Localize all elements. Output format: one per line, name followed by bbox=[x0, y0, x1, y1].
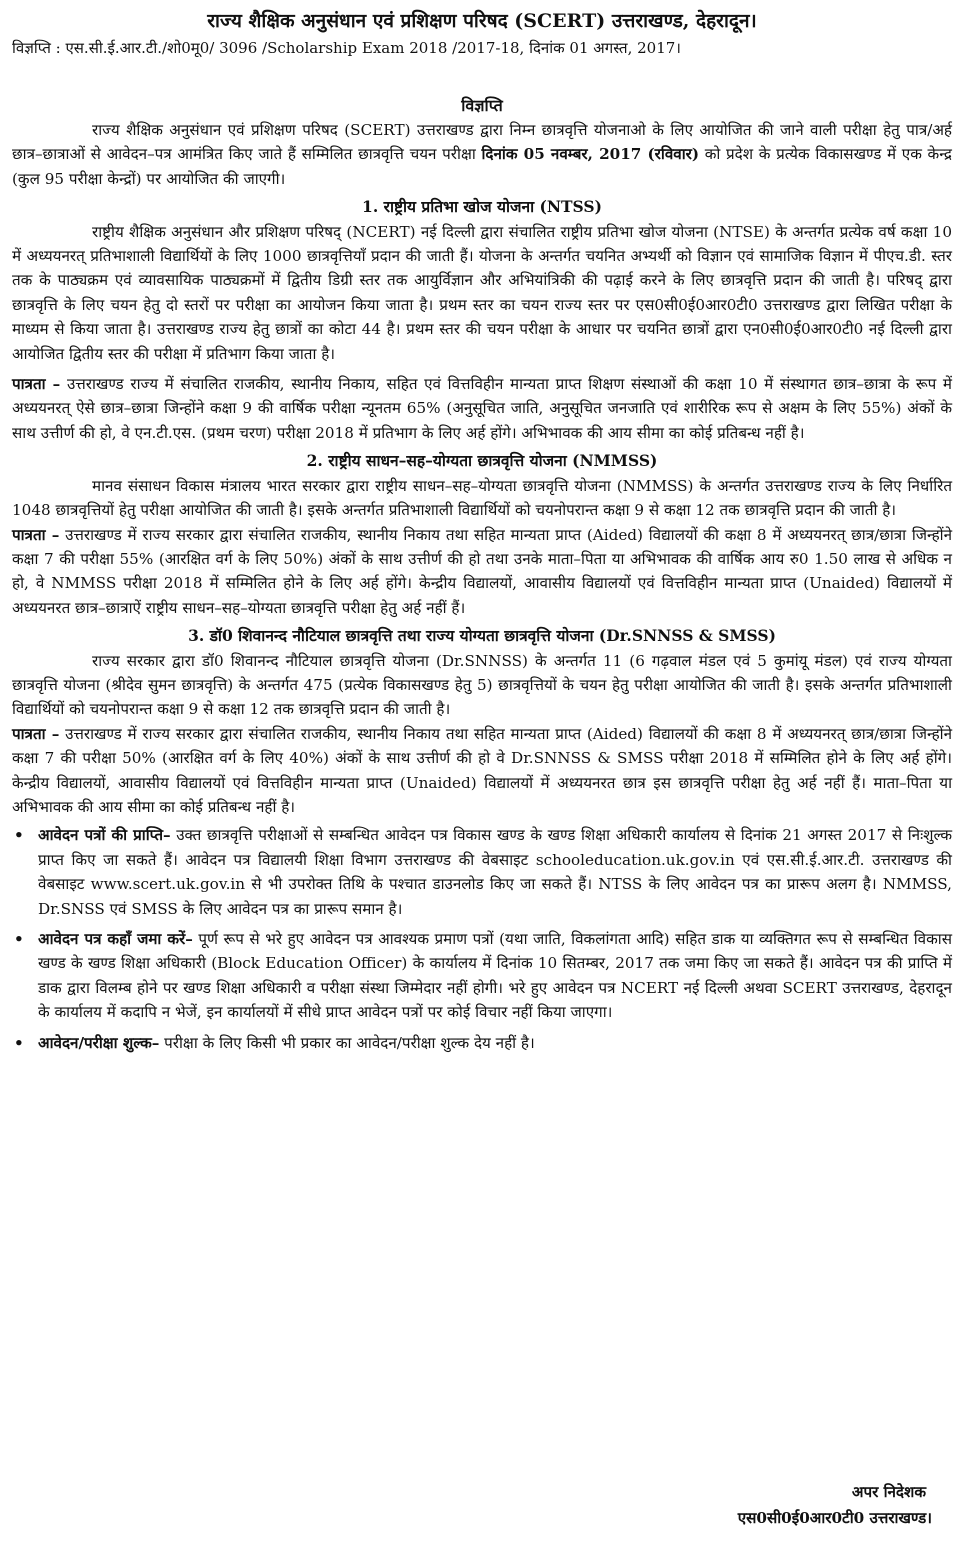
eligibility-ntss: पात्रता – उत्तराखण्ड राज्य में संचालित राजकीय, स्थानीय निकाय, सहित एवं वित्तविहीन मान्यता प्राप्त शिक्षण संस्थाओं की कक्षा 10 में संस्थागत छात्र–छात्रा के रूप में अध्ययनरत् ऐसे छात्र–छात्रा जिन्होंने कक्षा 9 की वार्षिक परीक्षा न्यूनतम 65% (अनुसूचित जाति, अनुसूचित जनजाति एवं शारीरिक रूप से अक्षम के लिए 55%) अंकों के साथ उत्तीर्ण की हो, वे एन.टी.एस. (प्रथम चरण) परीक्षा 2018 में प्रतिभाग के लिए अर्ह होंगे। अभिभावक की आय सीमा का कोई प्रतिबन्ध नहीं है। bbox=[12, 375, 953, 442]
section-body-nmmss: मानव संसाधन विकास मंत्रालय भारत सरकार द्वारा राष्ट्रीय साधन–सह–योग्यता छात्रवृत्ति योजना (NMMSS) के अन्तर्गत उत्तराखण्ड राज्य के लिए निर्धारित 1048 छात्रवृत्तियों हेतु परीक्षा आयोजित की जाती है। इसके अन्तर्गत प्रतिभाशाली विद्यार्थियों को चयनोपरान्त कक्षा 9 से कक्षा 12 तक छात्रवृत्ति प्रदान की जाती है। bbox=[12, 476, 952, 520]
list-item: • आवेदन/परीक्षा शुल्क– परीक्षा के लिए किसी भी प्रकार का आवेदन/परीक्षा शुल्क देय नहीं है। bbox=[12, 1031, 952, 1055]
exam-date: दिनांक 05 नवम्बर, 2017 (रविवार) bbox=[481, 145, 700, 164]
bullet-icon: • bbox=[14, 826, 24, 845]
reference-line: विज्ञप्ति : एस.सी.ई.आर.टी./शो0मू0/ 3096 /Scholarship Exam 2018 /2017-18, दिनांक 01 अगस्त, 2017। bbox=[12, 39, 681, 57]
section-body-snnss: राज्य सरकार द्वारा डॉ0 शिवानन्द नौटियाल छात्रवृत्ति योजना (Dr.SNNSS) के अन्तर्गत 11 (6 गढ़वाल मंडल एवं 5 कुमांयू मंडल) एवं राज्य योग्यता छात्रवृत्ति योजना (श्रीदेव सुमन छात्रवृत्ति) के अन्तर्गत 475 (प्रत्येक विकासखण्ड हेतु 5) छात्रवृत्तियों के चयन हेतु परीक्षा आयोजित की जाती है। इसके अन्तर्गत प्रतिभाशाली विद्यार्थियों को चयनोपरान्त कक्षा 9 से कक्षा 12 तक छात्रवृत्ति प्रदान की जाती है। bbox=[12, 651, 952, 719]
section-title-snnss: 3. डॉ0 शिवानन्द नौटियाल छात्रवृत्ति तथा राज्य योग्यता छात्रवृत्ति योजना (Dr.SNNSS & SMSS) bbox=[188, 626, 776, 646]
intro-paragraph: राज्य शैक्षिक अनुसंधान एवं प्रशिक्षण परिषद (SCERT) उत्तराखण्ड द्वारा निम्न छात्रवृत्ति योजनाओ के लिए आयोजित की जाने वाली परीक्षा हेतु पात्र/अर्ह छात्र–छात्राओं से आवेदन–पत्र आमंत्रित किए जाते हैं सम्मिलित छात्रवृत्ति चयन परीक्षा दिनांक 05 नवम्बर, 2017 (रविवार) को प्रदेश के प्रत्येक विकासखण्ड में एक केन्द्र (कुल 95 परीक्षा केन्द्रों) पर आयोजित की जाएगी। bbox=[12, 121, 952, 188]
section-title-nmmss: 2. राष्ट्रीय साधन–सह–योग्यता छात्रवृत्ति योजना (NMMSS) bbox=[306, 451, 658, 471]
bullet-icon: • bbox=[14, 930, 24, 948]
bullet-icon: • bbox=[14, 1033, 24, 1052]
section-body-ntss: राष्ट्रीय शैक्षिक अनुसंधान और प्रशिक्षण परिषद् (NCERT) नई दिल्ली द्वारा संचालित राष्ट्रीय प्रतिभा खोज योजना (NTSE) के अन्तर्गत प्रत्येक वर्ष कक्षा 10 में अध्ययनरत् प्रतिभाशाली विद्यार्थियों के लिए 1000 छात्रवृत्तियाँ प्रदान की जाती हैं। योजना के अन्तर्गत चयनित अभ्यर्थी को विज्ञान एवं सामाजिक विज्ञान में पीएच.डी. स्तर तक के पाठ्यक्रम एवं व्यावसायिक पाठ्यक्रमों में द्वितीय डिग्री स्तर तक आयुर्विज्ञान और अभियांत्रिकी की पढ़ाई करने के लिए छात्रवृत्ति प्रदान की जाती है। परिषद् द्वारा छात्रवृत्ति के लिए चयन हेतु दो स्तरों पर परीक्षा का आयोजन किया जाता है। प्रथम स्तर का चयन राज्य स्तर पर एस0सी0ई0आर0टी0 उत्तराखण्ड द्वारा लिखित परीक्षा के माध्यम से किया जाता है। उत्तराखण्ड राज्य हेतु छात्रों का कोटा 44 है। प्रथम स्तर की चयन परीक्षा के आधार पर चयनित छात्रों द्वारा एन0सी0ई0आर0टी0 नई दिल्ली द्वारा आयोजित द्वितीय स्तर की परीक्षा में प्रतिभाग किया जाता है। bbox=[12, 222, 952, 363]
eligibility-snnss: पात्रता – उत्तराखण्ड में राज्य सरकार द्वारा संचालित राजकीय, स्थानीय निकाय तथा सहित मान्यता प्राप्त (Aided) विद्यालयों की कक्षा 8 में अध्ययनरत् छात्र/छात्रा जिन्होंने कक्षा 7 की परीक्षा 50% (आरक्षित वर्ग के लिए 40%) अंकों के साथ उत्तीर्ण की हो वे Dr.SNNSS & SMSS परीक्षा 2018 में सम्मिलित होने के लिए अर्ह होंगे। केन्द्रीय विद्यालयों, आवासीय विद्यालयों एवं वित्तविहीन मान्यता प्राप्त (Unaided) विद्यालयों में अध्ययनरत छात्र इस छात्रवृत्ति परीक्षा हेतु अर्ह नहीं हैं। माता–पिता या अभिभावक की आय सीमा का कोई प्रतिबन्ध नहीं है। bbox=[12, 724, 953, 816]
notice-heading: विज्ञप्ति bbox=[461, 96, 503, 115]
signature-designation: अपर निदेशक bbox=[851, 1483, 926, 1501]
section-title-ntss: 1. राष्ट्रीय प्रतिभा खोज योजना (NTSS) bbox=[362, 197, 602, 217]
instructions-list bbox=[12, 823, 952, 1055]
list-item: • आवेदन पत्र कहाँ जमा करें– पूर्ण रूप से भरे हुए आवेदन पत्र आवश्यक प्रमाण पत्रों (यथा जाति, विकलांगता आदि) सहित डाक या व्यक्तिगत रूप से सम्बन्धित विकास खण्ड के खण्ड शिक्षा अधिकारी (Block Education Officer) के कार्यालय में दिनांक 10 सितम्बर, 2017 तक जमा किए जा सकते हैं। आवेदन पत्र की प्राप्ति में डाक द्वारा विलम्ब होने पर खण्ड शिक्षा अधिकारी व परीक्षा संस्था जिम्मेदार नहीं होगी। भरे हुए आवेदन पत्र NCERT नई दिल्ली अथवा SCERT उत्तराखण्ड, देहरादून के कार्यालय में कदापि न भेजें, इन कार्यालयों में सीधे प्राप्त आवेदन पत्रों पर कोई विचार नहीं किया जाएगा। bbox=[12, 927, 952, 1025]
eligibility-nmmss: पात्रता – उत्तराखण्ड में राज्य सरकार द्वारा संचालित राजकीय, स्थानीय निकाय तथा सहित मान्यता प्राप्त (Aided) विद्यालयों की कक्षा 8 में अध्ययनरत् छात्र/छात्रा जिन्होंने कक्षा 7 की परीक्षा 55% (आरक्षित वर्ग के लिए 50%) अंकों के साथ उत्तीर्ण की हो तथा उनके माता–पिता या अभिभावक की वार्षिक आय रु0 1.50 लाख से अधिक न हो, वे NMMSS परीक्षा 2018 में सम्मिलित होने के लिए अर्ह होंगे। केन्द्रीय विद्यालयों, आवासीय विद्यालयों एवं वित्तविहीन मान्यता प्राप्त (Unaided) विद्यालयों में अध्ययनरत छात्र–छात्राऐं राष्ट्रीय साधन–सह–योग्यता छात्रवृत्ति परीक्षा हेतु अर्ह नहीं हैं। bbox=[12, 525, 953, 617]
signature-office: एस0सी0ई0आर0टी0 उत्तराखण्ड। bbox=[737, 1509, 932, 1527]
page-title: राज्य शैक्षिक अनुसंधान एवं प्रशिक्षण परिषद (SCERT) उत्तराखण्ड, देहरादून। bbox=[207, 10, 757, 32]
list-item: • आवेदन पत्रों की प्राप्ति– उक्त छात्रवृत्ति परीक्षाओं से सम्बन्धित आवेदन पत्र विकास खण्ड के खण्ड शिक्षा अधिकारी कार्यालय से दिनांक 21 अगस्त 2017 से निःशुल्क प्राप्त किए जा सकते हैं। आवेदन पत्र विद्यालयी शिक्षा विभाग उत्तराखण्ड की वेबसाइट schooleducation.uk.gov.in एवं एस.सी.ई.आर.टी. उत्तराखण्ड की वेबसाइट www.scert.uk.gov.in से भी उपरोक्त तिथि के पश्चात डाउनलोड किए जा सकते हैं। NTSS के लिए आवेदन पत्र का प्रारूप अलग है। NMMSS, Dr.SNSS एवं SMSS के लिए आवेदन पत्र का प्रारूप समान है। bbox=[12, 823, 952, 921]
